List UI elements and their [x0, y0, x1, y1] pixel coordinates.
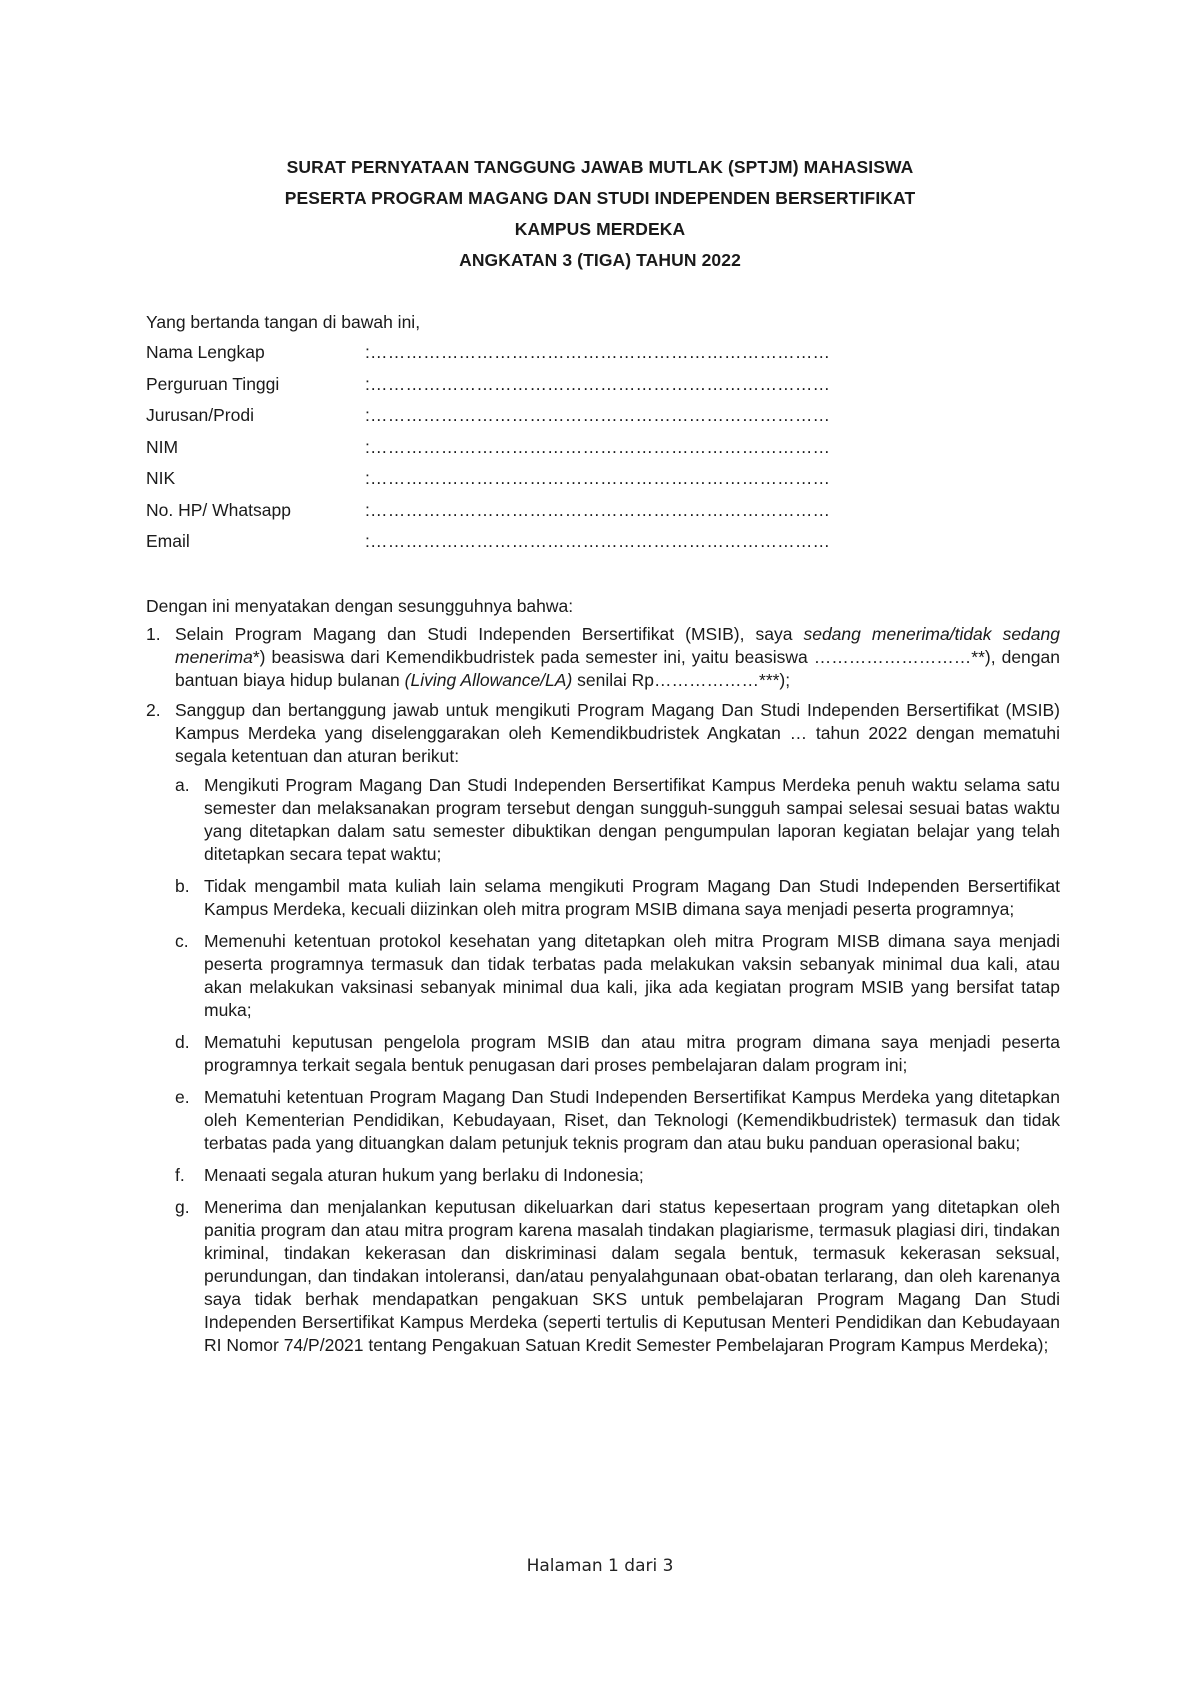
field-value-blank: :…………………………………………………………………… — [365, 468, 831, 488]
field-label: Jurusan/Prodi — [146, 405, 254, 425]
sub-item-text: Tidak mengambil mata kuliah lain selama mengikuti Program Magang Dan Studi Independen Bersertifikat Kampus Merdeka, kecuali diizinkan oleh mitra program MSIB dimana saya menjadi peserta programnya; — [204, 876, 1060, 919]
item-number: 1. — [146, 624, 161, 644]
field-label: NIK — [146, 468, 176, 488]
item-1-text-part-1: Selain Program Magang dan Studi Independen Bersertifikat (MSIB), saya — [175, 624, 804, 644]
sub-item-letter: c. — [175, 931, 189, 951]
item-1-italic-option: sedang menerima/tidak sedang menerima — [175, 624, 1060, 667]
field-no-hp-whatsapp — [146, 499, 906, 531]
field-value-blank: :…………………………………………………………………… — [365, 436, 831, 457]
sub-item-f — [175, 1164, 1060, 1187]
field-nim — [146, 436, 906, 468]
intro-text: Yang bertanda tangan di bawah ini, — [146, 312, 421, 332]
field-value-blank: :…………………………………………………………………… — [365, 342, 831, 362]
field-value-blank: :…………………………………………………………………… — [365, 405, 831, 425]
field-label: Email — [146, 531, 190, 551]
field-perguruan-tinggi — [146, 373, 906, 405]
sub-item-letter: g. — [175, 1197, 190, 1217]
sub-item-letter: b. — [175, 876, 190, 896]
identity-fields — [146, 341, 906, 562]
page-number-footer: Halaman 1 dari 3 — [526, 1556, 674, 1576]
sub-item-text: Menaati segala aturan hukum yang berlaku di Indonesia; — [204, 1165, 644, 1185]
sub-item-d — [175, 1031, 1060, 1077]
sub-item-letter: a. — [175, 775, 190, 795]
title-line-3: KAMPUS MERDEKA — [514, 219, 686, 239]
sub-item-letter: d. — [175, 1032, 190, 1052]
sub-item-b — [175, 875, 1060, 921]
title-line-1: SURAT PERNYATAAN TANGGUNG JAWAB MUTLAK (SPTJM) MAHASISWA — [286, 157, 914, 177]
item-1-text-part-2: *) beasiswa dari Kemendikbudristek pada semester ini, yaitu beasiswa ………………………**), dengan bantuan biaya hidup bulanan — [175, 647, 1060, 690]
declaration-item-1 — [146, 623, 1060, 692]
sub-item-letter: f. — [175, 1165, 185, 1185]
field-label: NIM — [146, 436, 179, 457]
declaration-list — [146, 623, 1060, 1366]
field-email — [146, 530, 906, 562]
sub-item-a — [175, 774, 1060, 866]
field-value-blank: :…………………………………………………………………… — [365, 373, 831, 394]
sub-item-e — [175, 1086, 1060, 1155]
field-label: No. HP/ Whatsapp — [146, 499, 291, 520]
item-1-italic-living-allowance: (Living Allowance/LA) — [404, 670, 573, 690]
field-nama-lengkap — [146, 341, 906, 373]
field-value-blank: :…………………………………………………………………… — [365, 531, 831, 551]
field-nik — [146, 467, 906, 499]
sub-item-text: Mematuhi keputusan pengelola program MSIB dan atau mitra program dimana saya menjadi peserta programnya terkait segala bentuk penugasan dari proses pembelajaran dalam program ini; — [204, 1032, 1060, 1075]
sub-item-letter: e. — [175, 1087, 190, 1107]
sub-item-c — [175, 930, 1060, 1022]
declaration-item-2 — [146, 699, 1060, 1357]
sub-item-g — [175, 1196, 1060, 1357]
field-label: Nama Lengkap — [146, 342, 265, 362]
document-title — [0, 152, 1200, 276]
title-line-4: ANGKATAN 3 (TIGA) TAHUN 2022 — [459, 250, 741, 270]
field-jurusan-prodi — [146, 404, 906, 436]
sub-item-text: Memenuhi ketentuan protokol kesehatan yang ditetapkan oleh mitra Program MISB dimana saya menjadi peserta programnya termasuk dan tidak terbatas pada melakukan vaksin sebanyak minimal dua kali, atau akan melakukan vaksinasi sebanyak minimal dua kali, jika ada kegiatan program MSIB yang bersifat tatap muka; — [204, 931, 1060, 1020]
sub-item-text: Mematuhi ketentuan Program Magang Dan Studi Independen Bersertifikat Kampus Merdeka yang ditetapkan oleh Kementerian Pendidikan, Kebudayaan, Riset, dan Teknologi (Kemendikbudristek) termasuk dan tidak terbatas pada yang dituangkan dalam petunjuk teknis program dan atau buku panduan operasional baku; — [204, 1087, 1060, 1153]
item-1-text-part-3: senilai Rp………………***); — [572, 670, 791, 690]
declaration-intro: Dengan ini menyatakan dengan sesungguhnya bahwa: — [146, 596, 574, 616]
item-2-text: Sanggup dan bertanggung jawab untuk mengikuti Program Magang Dan Studi Independen Bersertifikat (MSIB) Kampus Merdeka yang diselenggarakan oleh Kemendikbudristek Angkatan … tahun 2022 dengan mematuhi segala ketentuan dan aturan berikut: — [175, 700, 1060, 766]
sub-item-text: Menerima dan menjalankan keputusan dikeluarkan dari status kepesertaan program yang ditetapkan oleh panitia program dan atau mitra program karena masalah tindakan plagiarisme, termasuk plagiasi diri, tindakan kriminal, tindakan kekerasan dan diskriminasi dalam segala bentuk, termasuk kekerasan seksual, perundungan, dan tindakan intoleransi, dan/atau penyalahgunaan obat-obatan terlarang, dan oleh karenanya saya tidak berhak mendapatkan pengakuan SKS untuk pembelajaran Program Magang Dan Studi Independen Bersertifikat Kampus Merdeka (seperti tertulis di Keputusan Menteri Pendidikan dan Kebudayaan RI Nomor 74/P/2021 tentang Pengakuan Satuan Kredit Semester Pembelajaran Program Kampus Merdeka); — [204, 1197, 1060, 1355]
sub-item-text: Mengikuti Program Magang Dan Studi Independen Bersertifikat Kampus Merdeka penuh waktu selama satu semester dan melaksanakan program tersebut dengan sungguh-sungguh sampai selesai sesuai batas waktu yang ditetapkan dalam satu semester dibuktikan dengan pengumpulan laporan kegiatan belajar yang telah ditetapkan secara tepat waktu; — [204, 775, 1060, 864]
sub-item-list — [175, 774, 1060, 1357]
field-label: Perguruan Tinggi — [146, 373, 280, 394]
item-number: 2. — [146, 700, 161, 720]
title-line-2: PESERTA PROGRAM MAGANG DAN STUDI INDEPENDEN BERSERTIFIKAT — [284, 188, 916, 208]
field-value-blank: :…………………………………………………………………… — [365, 499, 831, 520]
